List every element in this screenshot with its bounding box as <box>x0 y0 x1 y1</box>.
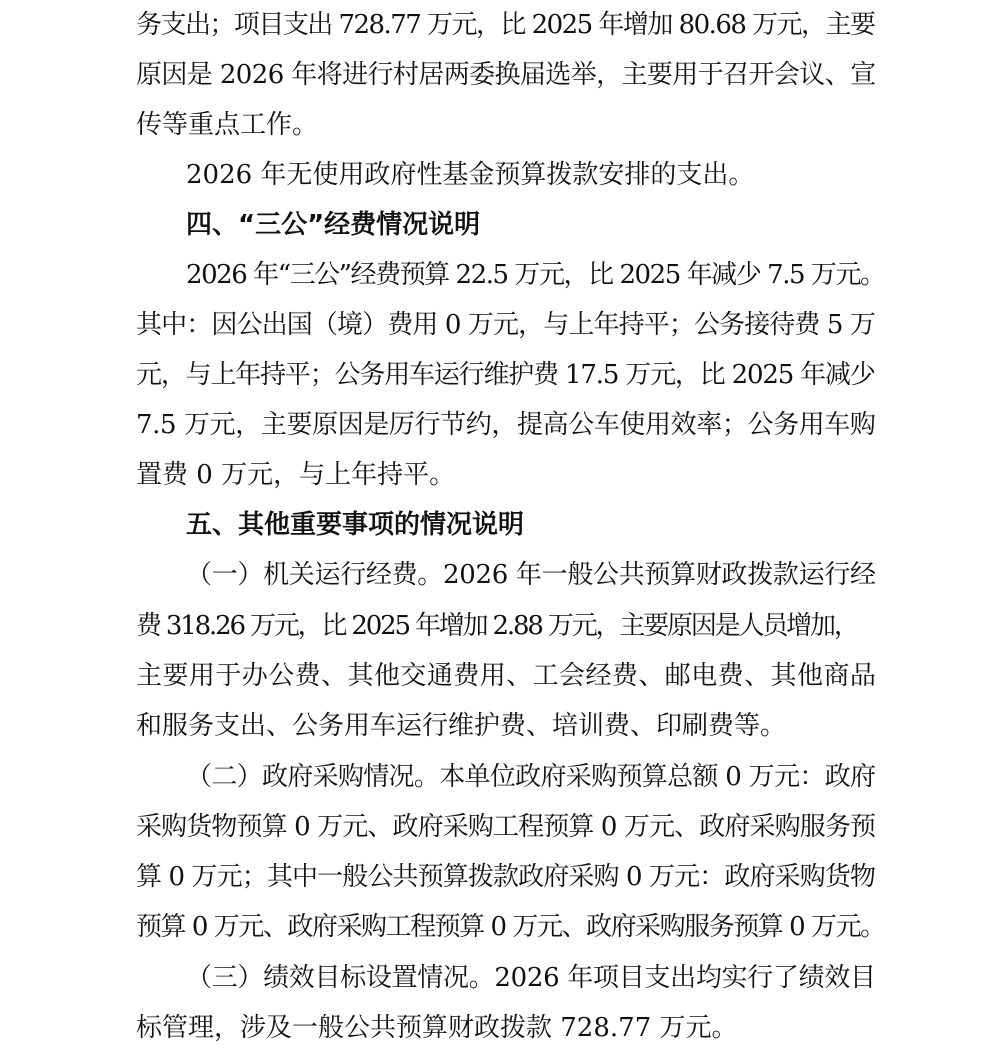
body-text-line: 主要用于办公费、其他交通费用、工会经费、邮电费、其他商品 <box>136 661 877 691</box>
body-text-line: 标管理，涉及一般公共预算财政拨款 728.77 万元。 <box>136 1013 738 1043</box>
body-text-line: 费 318.26 万元，比 2025 年增加 2.88 万元，主要原因是人员增加， <box>136 611 858 641</box>
body-text-line: 置费 0 万元，与上年持平。 <box>136 460 456 490</box>
section-heading-five: 五、其他重要事项的情况说明 <box>186 510 525 540</box>
body-text-line: 其中：因公出国（境）费用 0 万元，与上年持平；公务接待费 5 万 <box>136 310 876 340</box>
body-text-line: 原因是 2026 年将进行村居两委换届选举，主要用于召开会议、宣 <box>136 60 876 90</box>
body-text-line: 采购货物预算 0 万元、政府采购工程预算 0 万元、政府采购服务预 <box>136 812 876 842</box>
section-heading-four: 四、“三公”经费情况说明 <box>186 210 481 240</box>
body-text-line: 预算 0 万元、政府采购工程预算 0 万元、政府采购服务预算 0 万元。 <box>136 912 885 942</box>
paragraph-start-line: （三）绩效目标设置情况。2026 年项目支出均实行了绩效目 <box>186 963 876 993</box>
body-text-line: 7.5 万元，主要原因是厉行节约，提高公车使用效率；公务用车购 <box>136 410 876 440</box>
body-text-line: 算 0 万元；其中一般公共预算拨款政府采购 0 万元：政府采购货物 <box>136 862 876 892</box>
body-text-line: 元，与上年持平；公务用车运行维护费 17.5 万元，比 2025 年减少 <box>136 360 875 390</box>
body-text-line: 和服务支出、公务用车运行维护费、培训费、印刷费等。 <box>136 711 787 741</box>
paragraph-start-line: 2026 年无使用政府性基金预算拨款安排的支出。 <box>186 160 755 190</box>
paragraph-start-line: （一）机关运行经费。2026 年一般公共预算财政拨款运行经 <box>186 560 876 590</box>
body-text-line: 传等重点工作。 <box>136 110 319 140</box>
paragraph-start-line: （二）政府采购情况。本单位政府采购预算总额 0 万元：政府 <box>186 762 876 792</box>
body-text-line: 务支出；项目支出 728.77 万元，比 2025 年增加 80.68 万元，主要 <box>136 10 875 40</box>
paragraph-start-line: 2026 年“三公”经费预算 22.5 万元，比 2025 年减少 7.5 万元。 <box>186 260 885 290</box>
